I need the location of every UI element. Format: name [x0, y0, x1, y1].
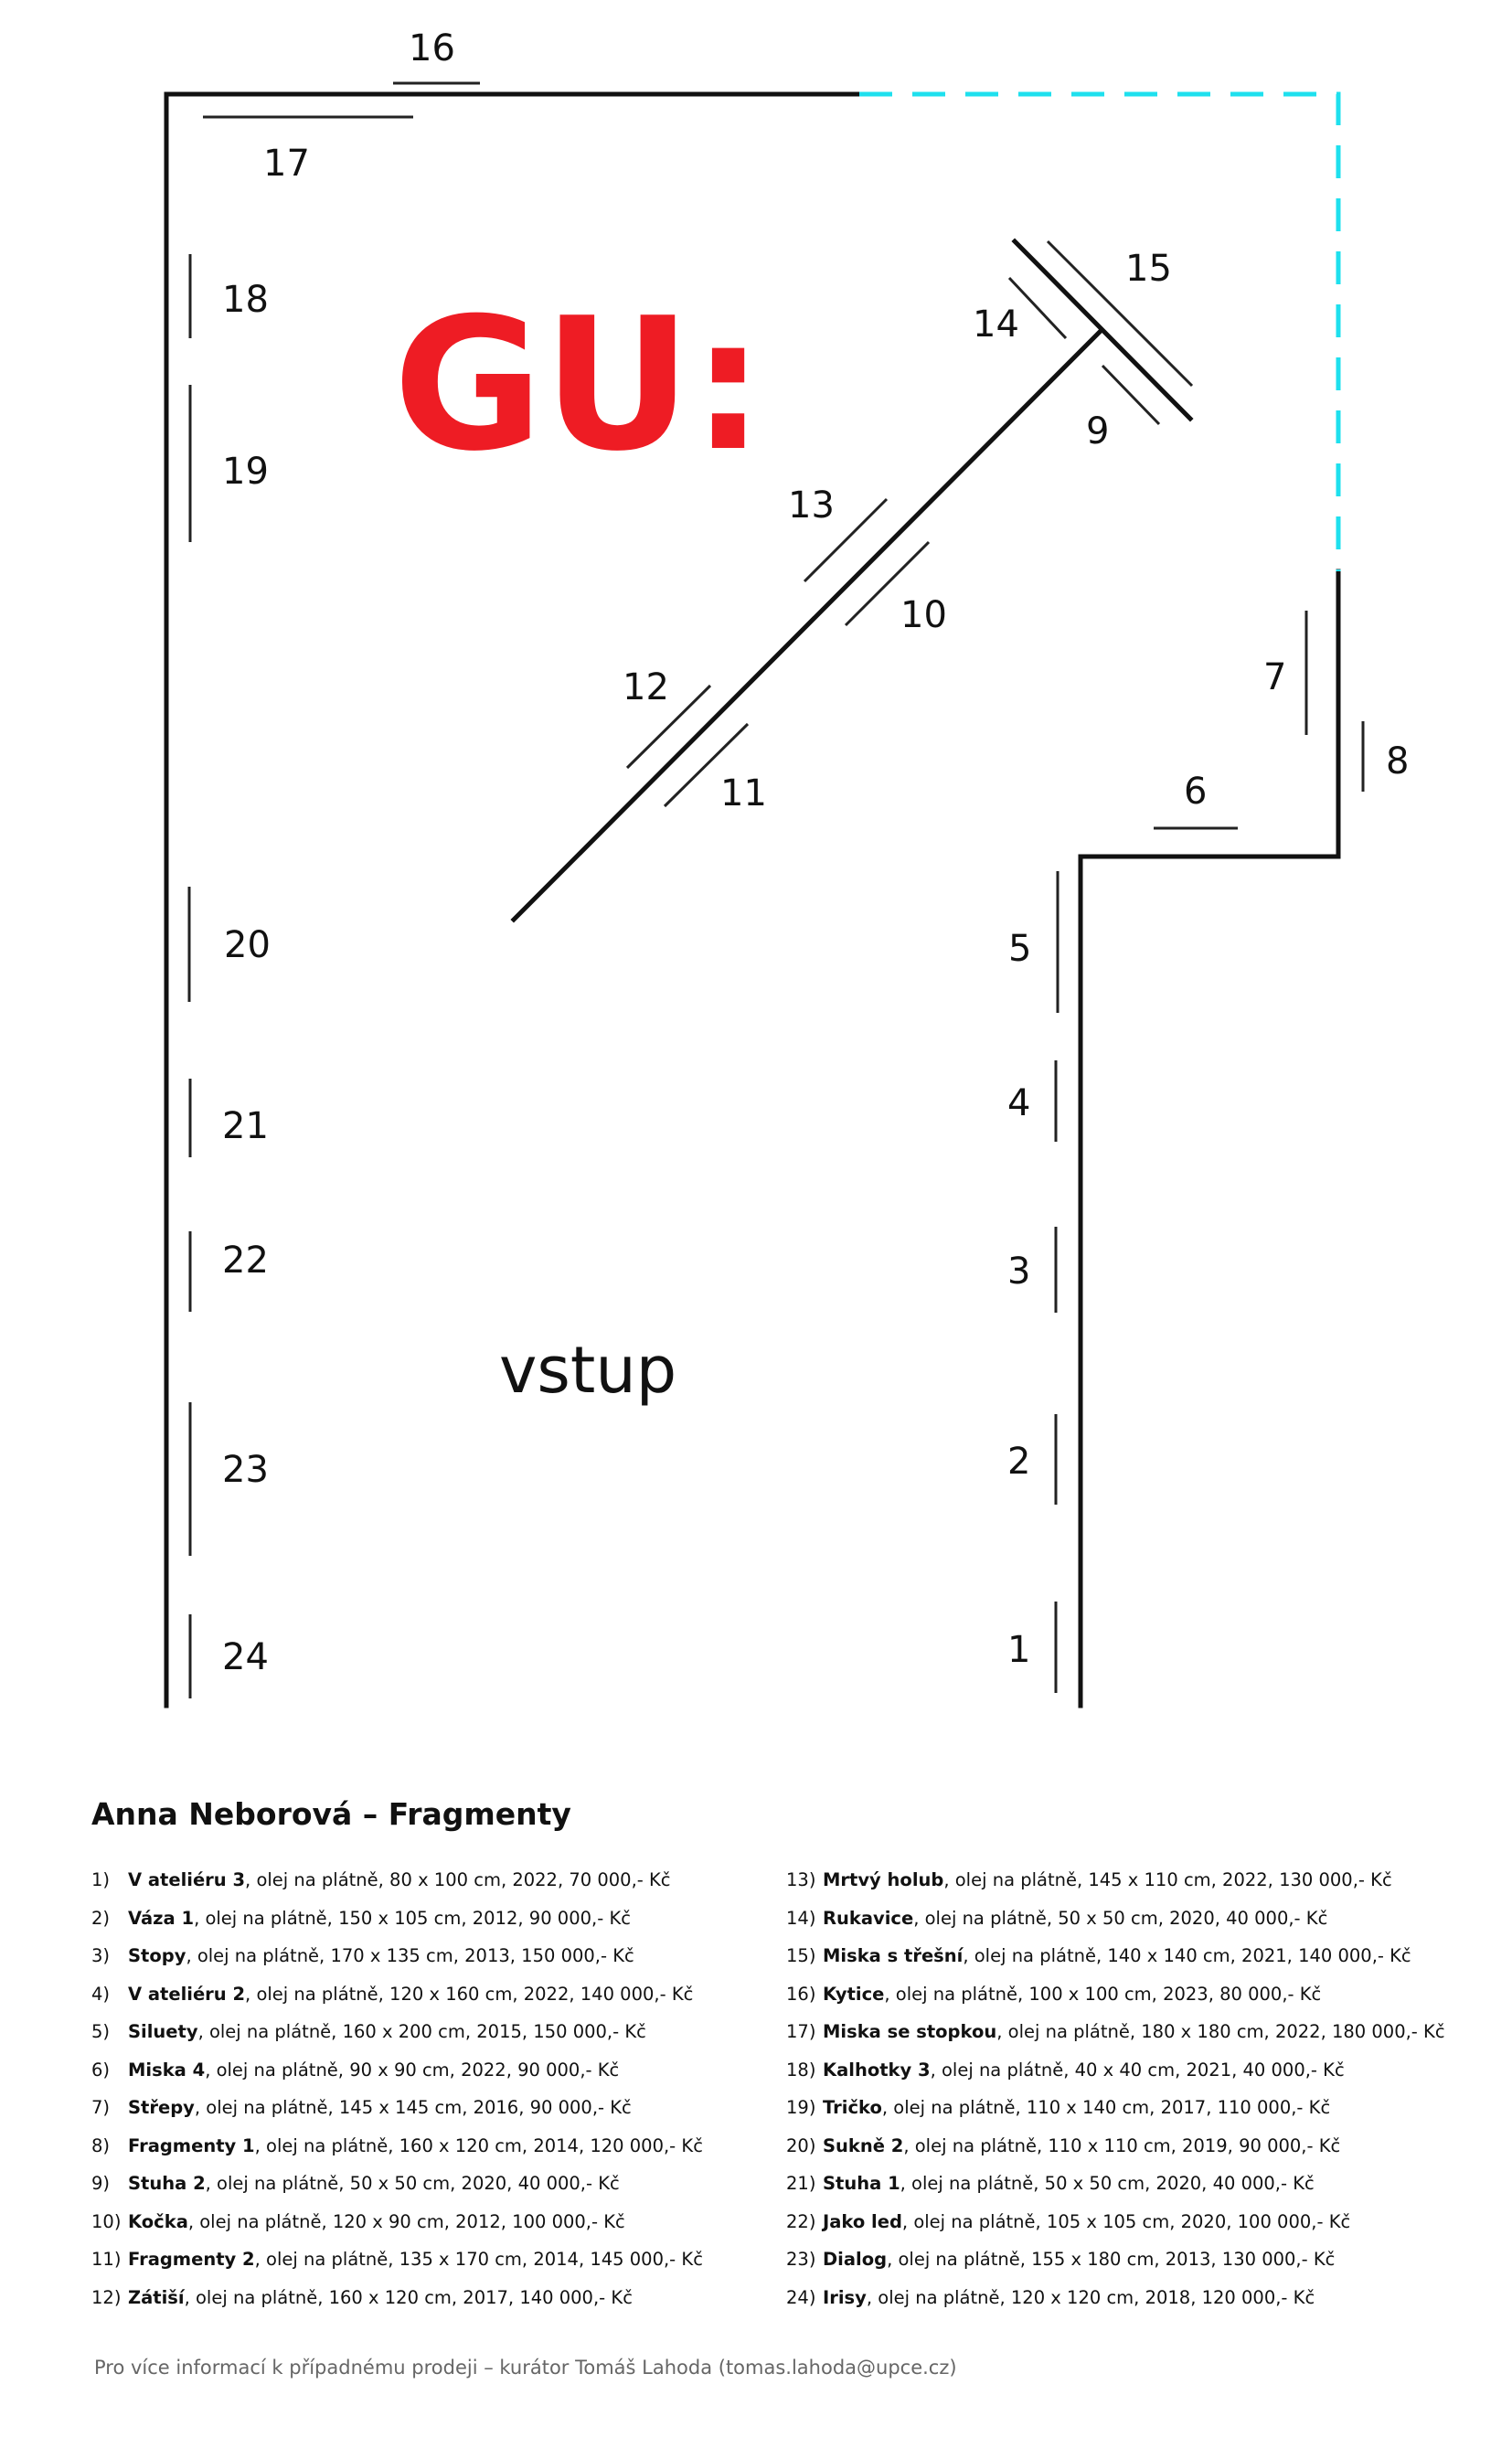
- item-details: , olej na plátně, 50 x 50 cm, 2020, 40 000,- Kč: [913, 1907, 1328, 1929]
- artwork-number-3: 3: [1007, 1251, 1031, 1293]
- catalog-item: [786, 1937, 1444, 1975]
- item-title: Miska 4: [128, 2059, 206, 2081]
- artwork-number-2: 2: [1007, 1441, 1031, 1483]
- catalog-title: Anna Neborová – Fragmenty: [91, 1796, 571, 1832]
- item-number: 5): [91, 2021, 111, 2042]
- item-details: , olej na plátně, 50 x 50 cm, 2020, 40 000,- Kč: [900, 2173, 1315, 2194]
- item-title: V ateliéru 3: [128, 1869, 246, 1890]
- item-number: 2): [91, 1907, 111, 1929]
- item-title: Rukavice: [823, 1907, 914, 1929]
- item-details: , olej na plátně, 135 x 170 cm, 2014, 145 000,- Kč: [254, 2249, 703, 2270]
- artwork-number-16: 16: [409, 27, 455, 69]
- item-number: 3): [91, 1945, 111, 1966]
- item-details: , olej na plátně, 110 x 140 cm, 2017, 110 000,- Kč: [881, 2097, 1331, 2118]
- catalog-item: [786, 2165, 1444, 2203]
- item-details: , olej na plátně, 145 x 110 cm, 2022, 130 000,- Kč: [943, 1869, 1392, 1890]
- item-number: 20): [786, 2134, 816, 2156]
- catalog-item: [91, 1861, 750, 1900]
- catalog-item: [786, 2051, 1444, 2090]
- artwork-number-5: 5: [1008, 928, 1032, 970]
- item-details: , olej na plátně, 160 x 120 cm, 2014, 120 000,- Kč: [254, 2134, 703, 2156]
- artwork-number-13: 13: [788, 484, 835, 527]
- item-title: Dialog: [823, 2249, 888, 2270]
- artwork-number-23: 23: [222, 1449, 269, 1491]
- item-number: 21): [786, 2173, 816, 2194]
- gallery-logo: [393, 279, 765, 492]
- catalog-item: [786, 1861, 1444, 1900]
- item-title: Stuha 2: [128, 2173, 206, 2194]
- artwork-number-17: 17: [263, 143, 310, 185]
- item-number: 1): [91, 1869, 111, 1890]
- item-details: , olej na plátně, 145 x 145 cm, 2016, 90 000,- Kč: [194, 2097, 632, 2118]
- artwork-number-10: 10: [900, 594, 947, 636]
- item-title: V ateliéru 2: [128, 1983, 246, 2005]
- item-number: 18): [786, 2059, 816, 2081]
- item-title: Kalhotky 3: [823, 2059, 931, 2081]
- wall-outline-right: [1081, 571, 1338, 1706]
- catalog-item: [91, 2089, 750, 2127]
- catalog-item: [786, 2240, 1444, 2279]
- item-title: Tričko: [823, 2097, 882, 2118]
- artwork-number-21: 21: [222, 1105, 269, 1147]
- catalog-item: [786, 2279, 1444, 2317]
- item-title: Miska s třešní: [823, 1945, 964, 1966]
- item-details: , olej na plátně, 90 x 90 cm, 2022, 90 000,- Kč: [205, 2059, 620, 2081]
- catalog-item: [91, 2051, 750, 2090]
- artwork-number-4: 4: [1007, 1082, 1031, 1124]
- artwork-mark-9: [1102, 366, 1159, 424]
- item-title: Stuha 1: [823, 2173, 900, 2194]
- catalog-item: [91, 2127, 750, 2166]
- entrance-label: vstup: [499, 1333, 677, 1408]
- item-number: 6): [91, 2059, 111, 2081]
- item-details: , olej na plátně, 105 x 105 cm, 2020, 100 000,- Kč: [901, 2210, 1351, 2232]
- item-details: , olej na plátně, 100 x 100 cm, 2023, 80 000,- Kč: [884, 1983, 1322, 2005]
- item-number: 8): [91, 2134, 111, 2156]
- item-number: 22): [786, 2210, 816, 2232]
- item-details: , olej na plátně, 40 x 40 cm, 2021, 40 000,- Kč: [930, 2059, 1345, 2081]
- artwork-number-11: 11: [720, 772, 767, 814]
- artwork-number-14: 14: [973, 303, 1019, 346]
- catalog-item: [91, 2279, 750, 2317]
- artwork-number-22: 22: [222, 1240, 269, 1282]
- item-number: 7): [91, 2097, 111, 2118]
- catalog-item: [786, 2127, 1444, 2166]
- item-number: 13): [786, 1869, 816, 1890]
- item-title: Váza 1: [128, 1907, 195, 1929]
- item-number: 9): [91, 2173, 111, 2194]
- item-details: , olej na plátně, 50 x 50 cm, 2020, 40 000,- Kč: [205, 2173, 620, 2194]
- item-details: , olej na plátně, 150 x 105 cm, 2012, 90 000,- Kč: [194, 1907, 631, 1929]
- catalog-item: [91, 1975, 750, 2014]
- artwork-number-7: 7: [1263, 656, 1287, 698]
- catalog-item: [786, 1900, 1444, 1938]
- item-title: Fragmenty 1: [128, 2134, 255, 2156]
- catalog-column-left: [91, 1861, 750, 2316]
- item-title: Siluety: [128, 2021, 198, 2042]
- artwork-number-18: 18: [222, 279, 269, 321]
- artwork-number-9: 9: [1086, 410, 1110, 452]
- item-title: Kytice: [823, 1983, 885, 2005]
- catalog-item: [91, 1937, 750, 1975]
- item-title: Stopy: [128, 1945, 186, 1966]
- item-number: 4): [91, 1983, 111, 2005]
- item-details: , olej na plátně, 180 x 180 cm, 2022, 180 000,- Kč: [996, 2021, 1445, 2042]
- artwork-number-12: 12: [623, 666, 669, 708]
- item-number: 12): [91, 2286, 122, 2308]
- item-details: , olej na plátně, 160 x 120 cm, 2017, 140 000,- Kč: [184, 2286, 633, 2308]
- catalog-column-right: [786, 1861, 1444, 2316]
- item-details: , olej na plátně, 80 x 100 cm, 2022, 70 000,- Kč: [245, 1869, 671, 1890]
- artwork-number-8: 8: [1386, 740, 1410, 782]
- artwork-number-24: 24: [222, 1636, 269, 1678]
- item-details: , olej na plátně, 120 x 90 cm, 2012, 100 000,- Kč: [187, 2210, 625, 2232]
- item-number: 16): [786, 1983, 816, 2005]
- catalog-item: [786, 2203, 1444, 2241]
- logo-text: GU:: [393, 279, 765, 492]
- item-title: Fragmenty 2: [128, 2249, 255, 2270]
- artwork-number-6: 6: [1184, 771, 1208, 813]
- catalog-item: [786, 2013, 1444, 2051]
- item-number: 15): [786, 1945, 816, 1966]
- item-number: 23): [786, 2249, 816, 2270]
- catalog-item: [91, 2165, 750, 2203]
- item-number: 11): [91, 2249, 122, 2270]
- artwork-number-20: 20: [224, 924, 271, 966]
- item-details: , olej na plátně, 120 x 160 cm, 2022, 140 000,- Kč: [245, 1983, 694, 2005]
- artwork-number-15: 15: [1125, 248, 1172, 290]
- item-title: Kočka: [128, 2210, 188, 2232]
- item-details: , olej na plátně, 110 x 110 cm, 2019, 90 000,- Kč: [903, 2134, 1341, 2156]
- item-details: , olej na plátně, 140 x 140 cm, 2021, 140 000,- Kč: [963, 1945, 1411, 1966]
- catalog-item: [786, 1975, 1444, 2014]
- catalog-item: [91, 2240, 750, 2279]
- item-number: 19): [786, 2097, 816, 2118]
- item-details: , olej na plátně, 120 x 120 cm, 2018, 120 000,- Kč: [866, 2286, 1315, 2308]
- item-title: Jako led: [823, 2210, 902, 2232]
- artwork-number-1: 1: [1007, 1629, 1031, 1671]
- item-title: Mrtvý holub: [823, 1869, 944, 1890]
- catalog-item: [91, 1900, 750, 1938]
- artwork-catalog: [91, 1796, 1444, 2316]
- item-title: Střepy: [128, 2097, 195, 2118]
- item-details: , olej na plátně, 160 x 200 cm, 2015, 150 000,- Kč: [197, 2021, 646, 2042]
- item-number: 14): [786, 1907, 816, 1929]
- item-number: 17): [786, 2021, 816, 2042]
- catalog-item: [91, 2203, 750, 2241]
- item-title: Irisy: [823, 2286, 867, 2308]
- item-title: Miska se stopkou: [823, 2021, 997, 2042]
- item-details: , olej na plátně, 170 x 135 cm, 2013, 150 000,- Kč: [186, 1945, 634, 1966]
- curator-contact-footer: Pro více informací k případnému prodeji – kurátor Tomáš Lahoda (tomas.lahoda@upce.cz): [94, 2357, 957, 2379]
- catalog-item: [786, 2089, 1444, 2127]
- item-number: 24): [786, 2286, 816, 2308]
- catalog-item: [91, 2013, 750, 2051]
- artwork-number-19: 19: [222, 451, 269, 493]
- item-title: Sukně 2: [823, 2134, 904, 2156]
- item-title: Zátiší: [128, 2286, 185, 2308]
- item-details: , olej na plátně, 155 x 180 cm, 2013, 130 000,- Kč: [887, 2249, 1336, 2270]
- item-number: 10): [91, 2210, 122, 2232]
